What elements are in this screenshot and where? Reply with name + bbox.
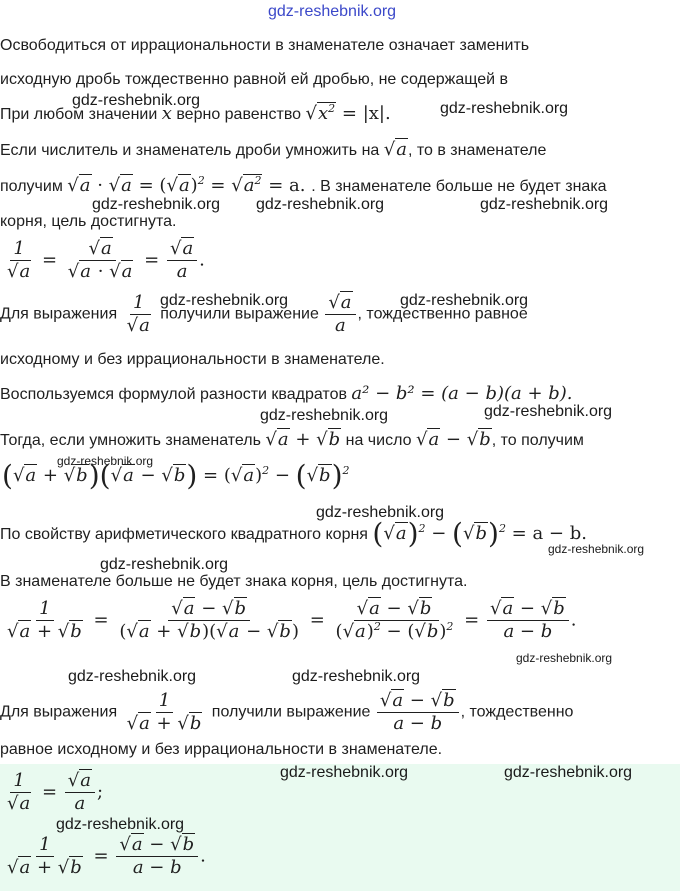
text: , то в знаменателе — [407, 142, 547, 159]
text: на число — [345, 432, 412, 449]
watermark: gdz-reshebnik.org — [100, 556, 229, 573]
paragraph-line — [0, 690, 573, 735]
text: Тогда, если умножить знаменатель — [0, 432, 261, 449]
math-property: $(√a)^2 - (√b)^2 = a - b$. — [372, 517, 587, 550]
text: , тождественно равное — [357, 305, 528, 323]
text: . В знаменателе больше не будет знака — [311, 178, 607, 195]
watermark: gdz-reshebnik.org — [92, 196, 221, 213]
text: , тождественно — [460, 703, 574, 721]
math-diff-squares: a² − b² = (a − b)(a + b). — [351, 383, 573, 404]
paragraph-line — [0, 176, 607, 197]
watermark: gdz-reshebnik.org — [400, 292, 529, 309]
math-sqrt-a: √a — [383, 139, 407, 160]
text: При любом значении — [0, 106, 158, 123]
watermark: gdz-reshebnik.org — [68, 668, 197, 685]
paragraph-line: исходную дробь тождественно равной ей дробью, не содержащей в — [0, 71, 508, 88]
text: Для выражения — [0, 305, 118, 323]
paragraph-line: равное исходному и без иррациональности в знаменателе. — [0, 741, 443, 758]
paragraph-line: исходному и без иррациональности в знаменателе. — [0, 351, 385, 368]
watermark: gdz-reshebnik.org — [516, 651, 613, 665]
watermark: gdz-reshebnik.org — [256, 196, 385, 213]
text: Воспользуемся формулой разности квадратов — [0, 386, 347, 403]
formula-2: $\frac{1}{√a + √b}$ = $\frac{√a - √b}{(√a + √b)(√a - √b)}$ = $\frac{√a - √b}{(√a)^2 - (√b)^2}$ = $\frac{√a - √b}{a - b}$ . — [7, 598, 577, 642]
watermark: gdz-reshebnik.org — [548, 542, 645, 556]
watermark: gdz-reshebnik.org — [72, 92, 201, 109]
watermark: gdz-reshebnik.org — [160, 292, 289, 309]
watermark: gdz-reshebnik.org — [484, 403, 613, 420]
text: верно равенство — [176, 106, 302, 123]
paragraph-line: В знаменателе больше не будет знака корня, цель достигнута. — [0, 573, 468, 590]
watermark: gdz-reshebnik.org — [480, 196, 609, 213]
text: По свойству арифметического квадратного корня — [0, 526, 368, 543]
formula-product: $(√a + √b)(√a - √b) = (√a)^2 - (√b)^2$ — [2, 459, 350, 492]
watermark: gdz-reshebnik.org — [316, 504, 445, 521]
paragraph-line — [0, 104, 391, 125]
math-fraction: $\frac{√a}{a}$ — [325, 292, 355, 337]
text: получили выражение — [211, 703, 371, 721]
text: Для выражения — [0, 703, 118, 721]
math-sqrt-x2: $√x^2 = |x|$. — [305, 102, 391, 124]
formula-1: $\frac{1}{√a}$ = $\frac{√a}{√a \cdot √a}$ = $\frac{√a}{a}$ . — [7, 238, 205, 282]
paragraph-line — [0, 517, 587, 550]
watermark: gdz-reshebnik.org — [504, 764, 633, 781]
math-product: $√a \cdot √a = (√a)^2 = √a^2 = a$. — [67, 174, 306, 196]
paragraph-line — [0, 430, 584, 451]
text: получили выражение — [160, 305, 319, 323]
watermark-top[interactable]: gdz-reshebnik.org — [268, 3, 397, 20]
watermark: gdz-reshebnik.org — [292, 668, 421, 685]
paragraph-line — [0, 292, 528, 337]
watermark: gdz-reshebnik.org — [280, 764, 409, 781]
math-fraction: $\frac{1}{√a}$ — [126, 292, 150, 336]
paragraph-line — [0, 140, 546, 161]
text: Если числитель и знаменатель дроби умножить на — [0, 142, 380, 159]
watermark: gdz-reshebnik.org — [260, 407, 389, 424]
paragraph-line: Освободиться от иррациональности в знаменателе означает заменить — [0, 37, 530, 54]
answer-block — [0, 764, 680, 891]
paragraph-line — [0, 384, 573, 405]
text: получим — [0, 178, 63, 195]
watermark: gdz-reshebnik.org — [57, 454, 154, 468]
paragraph-line: корня, цель достигнута. — [0, 213, 177, 230]
math-sum: √a + √b — [265, 429, 341, 450]
math-fraction: $\frac{√a - √b}{a - b}$ — [377, 690, 459, 735]
answer-formula-2: $\frac{1}{√a + √b}$ = $\frac{√a - √b}{a - b}$ . — [7, 834, 206, 878]
math-fraction: $\frac{1}{√a + √b}$ — [126, 690, 202, 734]
watermark: gdz-reshebnik.org — [440, 100, 569, 117]
math-diff: √a − √b — [415, 429, 491, 450]
answer-formula-1: $\frac{1}{√a}$ = $\frac{√a}{a}$ ; — [7, 770, 104, 814]
watermark: gdz-reshebnik.org — [56, 816, 185, 833]
math-x: x — [161, 103, 172, 124]
text: , то получим — [491, 432, 584, 449]
